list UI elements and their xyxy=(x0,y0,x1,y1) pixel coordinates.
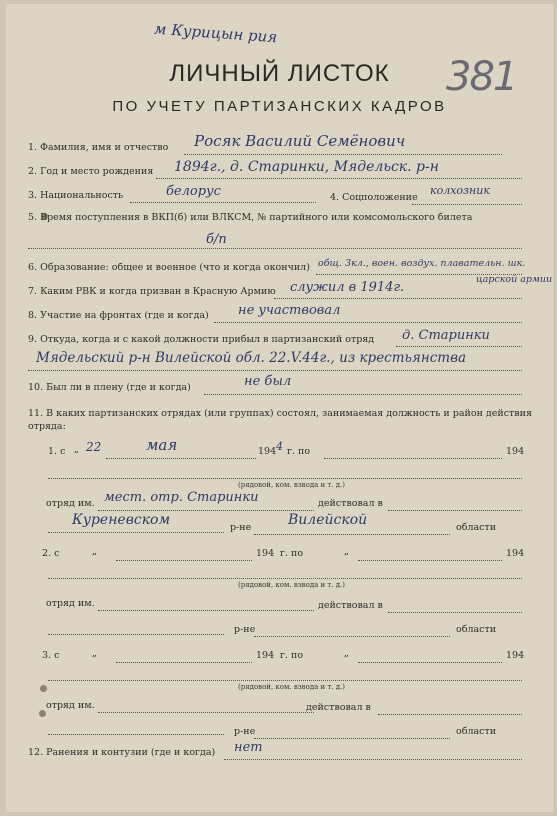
label-full-name: 1. Фамилия, имя и отчество xyxy=(28,142,169,153)
value-education-2: царской армии xyxy=(476,274,553,285)
value-birth: 1894г., д. Старинки, Мядельск. р-н xyxy=(174,159,439,175)
value-full-name: Росяк Василий Семёнович xyxy=(194,132,406,150)
entry2-quote-2: „ xyxy=(344,546,349,557)
entry1-year-suffix: г. по xyxy=(287,446,311,457)
line-social xyxy=(412,204,522,205)
entry3-month-line xyxy=(116,662,252,663)
entry1-region-label: области xyxy=(456,522,497,533)
label-birth: 2. Год и место рождения xyxy=(28,166,154,177)
entry2-year-suffix: г. по xyxy=(280,548,304,559)
page-title: ЛИЧНЫЙ ЛИСТОК xyxy=(169,60,390,87)
entry1-acted: действовал в xyxy=(318,498,383,509)
entry1-year-digit: 4 xyxy=(276,440,283,453)
entry1-from: 1. с xyxy=(48,446,66,457)
entry2-quote: „ xyxy=(92,546,97,557)
entry1-unit-label: отряд им. xyxy=(46,498,95,509)
entry3-quote-2: „ xyxy=(344,648,349,659)
entry1-region-line xyxy=(254,534,450,535)
entry2-year: 194 xyxy=(256,548,275,559)
entry2-from: 2. с xyxy=(42,548,60,559)
line-full-name xyxy=(184,154,502,155)
label-party: 5. Время поступления в ВКП(б) или ВЛКСМ, № партийного или комсомольского билета xyxy=(28,212,473,223)
entry2-to-year: 194 xyxy=(506,548,525,559)
line-arrival-2 xyxy=(28,370,522,371)
line-birth xyxy=(156,178,522,179)
label-social: 4. Соцположение xyxy=(330,192,418,203)
line-captivity xyxy=(204,394,522,395)
entry3-to-year: 194 xyxy=(506,650,525,661)
label-fronts: 8. Участие на фронтах (где и когда) xyxy=(28,310,209,321)
entry3-acted-line xyxy=(378,714,522,715)
entry1-to-year: 194 xyxy=(506,446,525,457)
line-conscription xyxy=(274,298,522,299)
punch-hole-3 xyxy=(39,710,46,717)
entry3-unit-line xyxy=(98,712,314,713)
line-party xyxy=(28,248,522,249)
line-fronts xyxy=(214,322,522,323)
entry3-unit-label: отряд им. xyxy=(46,700,95,711)
entry2-unit-line xyxy=(98,610,314,611)
entry3-loc-line xyxy=(48,734,224,735)
value-arrival-2: Мядельский р-н Вилейской обл. 22.V.44г., из крестьянства xyxy=(36,350,466,366)
entry3-acted: действовал в xyxy=(306,702,371,713)
value-fronts: не участвовал xyxy=(238,303,341,318)
label-arrival: 9. Откуда, когда и с какой должности прибыл в партизанский отряд xyxy=(28,334,375,345)
line-wounds xyxy=(224,759,522,760)
entry2-acted-line xyxy=(388,612,522,613)
entry1-month-line xyxy=(106,458,256,459)
form-sheet xyxy=(6,4,553,812)
entry1-to-line xyxy=(324,458,502,459)
entry2-to-line xyxy=(358,560,502,561)
page-subtitle: ПО УЧЕТУ ПАРТИЗАНСКИХ КАДРОВ xyxy=(112,98,447,115)
entry1-year-prefix: 194 xyxy=(258,446,277,457)
entry1-acted-line xyxy=(388,510,522,511)
label-captivity: 10. Был ли в плену (где и когда) xyxy=(28,382,191,393)
entry2-region-label: области xyxy=(456,624,497,635)
label-wounds: 12. Ранения и контузии (где и когда) xyxy=(28,747,216,758)
label-education: 6. Образование: общее и военное (что и когда окончил) xyxy=(28,262,310,273)
entry3-from: 3. с xyxy=(42,650,60,661)
entry2-district: р-не xyxy=(234,624,256,635)
value-conscription: служил в 1914г. xyxy=(290,280,405,295)
label-units: 11. В каких партизанских отрядах (или группах) состоял, занимаемая должность и район действия отряда: xyxy=(28,408,532,432)
entry1-day: 22 xyxy=(86,440,102,454)
label-nationality: 3. Национальность xyxy=(28,190,124,201)
entry3-rank-line xyxy=(48,680,522,681)
entry1-region: Вилейской xyxy=(288,512,368,528)
sheet-number: 381 xyxy=(446,54,517,100)
value-captivity: не был xyxy=(244,374,292,389)
value-education: общ. 3кл., воен. воздух. плавательн. шк. xyxy=(318,258,526,269)
value-arrival: д. Старинки xyxy=(402,328,490,343)
entry1-rank-line xyxy=(48,478,522,479)
entry3-year-suffix: г. по xyxy=(280,650,304,661)
value-party: б/п xyxy=(206,232,227,247)
entry2-acted: действовал в xyxy=(318,600,383,611)
entry1-district: р-не xyxy=(230,522,252,533)
value-nationality: белорус xyxy=(166,184,221,199)
value-social: колхозник xyxy=(430,184,490,197)
punch-hole-2 xyxy=(40,685,47,692)
handwritten-top-note: м Курицын рия xyxy=(153,19,278,47)
entry3-year: 194 xyxy=(256,650,275,661)
entry2-unit-label: отряд им. xyxy=(46,598,95,609)
entry3-region-label: области xyxy=(456,726,497,737)
line-arrival-1 xyxy=(396,346,522,347)
entry2-loc-line xyxy=(48,634,224,635)
label-conscription: 7. Каким РВК и когда призван в Красную Армию xyxy=(28,286,276,297)
entry1-rank-hint: (рядовой, ком. взвода и т. д.) xyxy=(238,481,346,489)
entry3-quote: „ xyxy=(92,648,97,659)
entry2-rank-hint: (рядовой, ком. взвода и т. д.) xyxy=(238,581,346,589)
entry1-loc-line xyxy=(48,532,224,533)
line-nationality xyxy=(130,202,316,203)
entry2-rank-line xyxy=(48,578,522,579)
entry3-to-line xyxy=(358,662,502,663)
sheet-number-stamp xyxy=(446,54,526,114)
entry3-region-line xyxy=(254,738,450,739)
entry3-district: р-не xyxy=(234,726,256,737)
entry1-quote: „ xyxy=(74,444,79,455)
value-wounds: нет xyxy=(234,740,263,755)
entry1-unit-name: мест. отр. Старинки xyxy=(104,490,259,505)
entry2-month-line xyxy=(116,560,252,561)
entry1-month: мая xyxy=(146,436,178,454)
entry1-unit-line xyxy=(98,510,314,511)
entry3-rank-hint: (рядовой, ком. взвода и т. д.) xyxy=(238,683,346,691)
entry1-location: Куреневском xyxy=(72,512,171,528)
entry2-region-line xyxy=(254,636,450,637)
